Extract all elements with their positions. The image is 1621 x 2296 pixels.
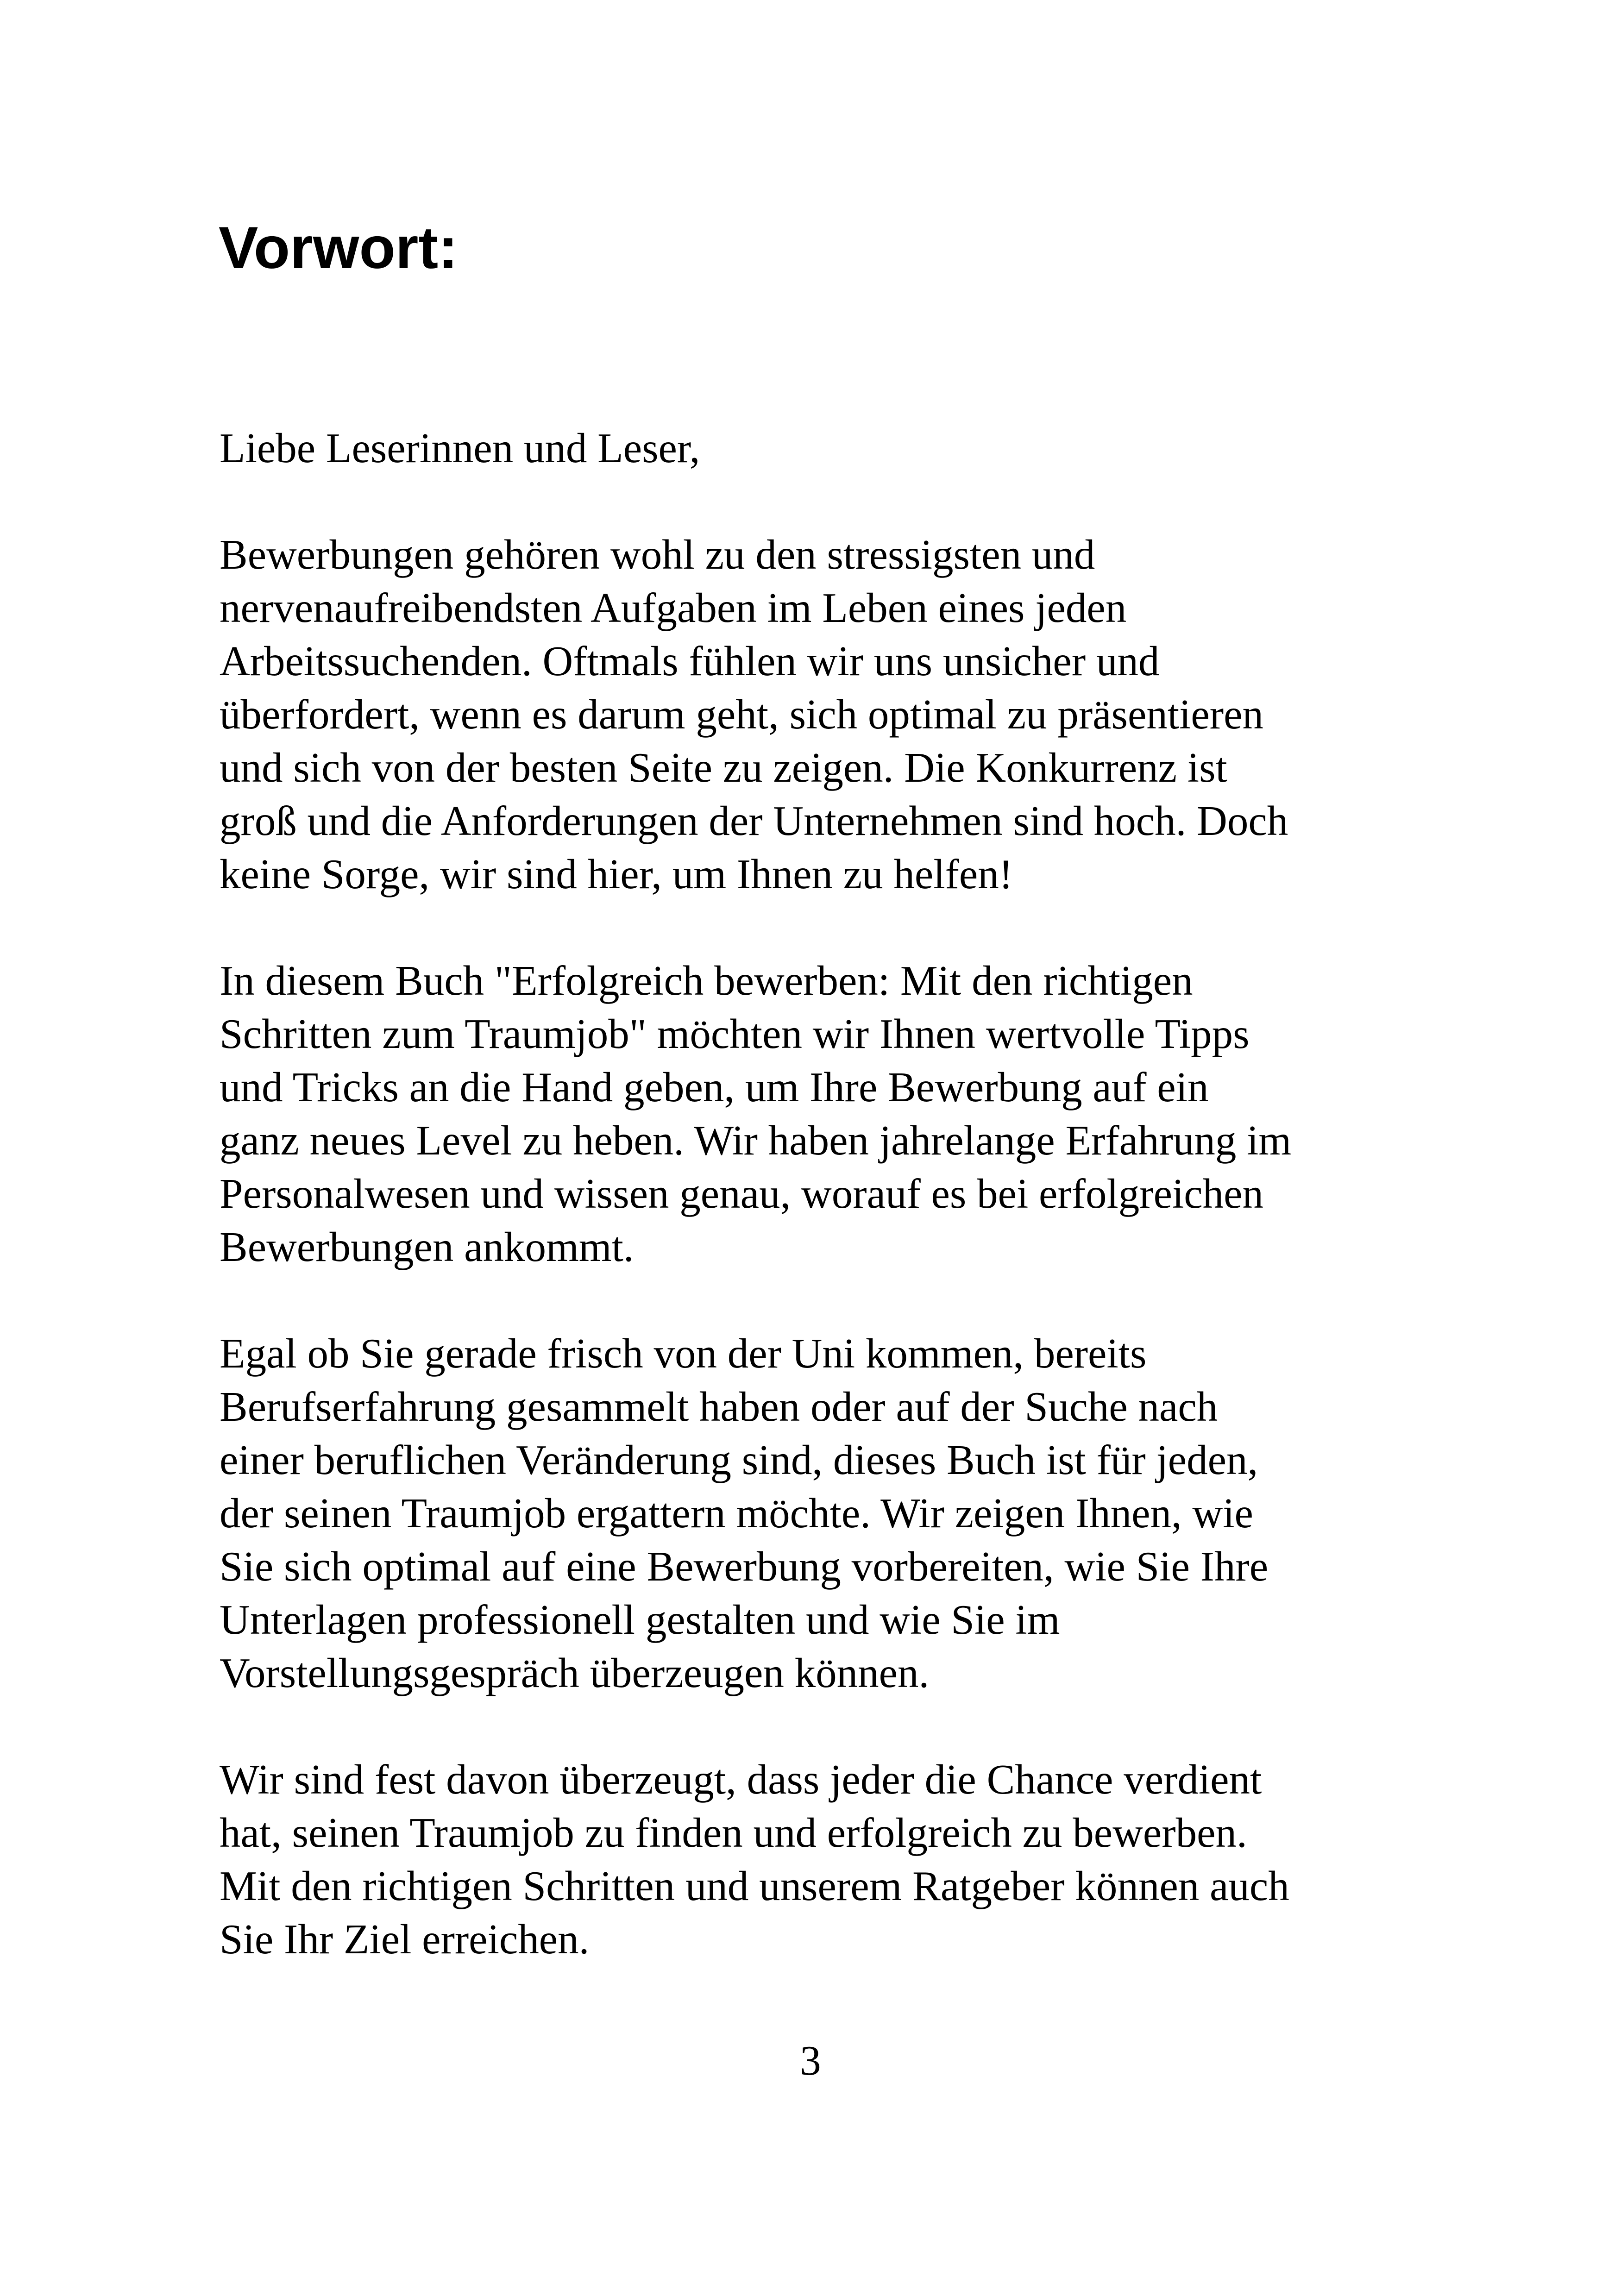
greeting-line: Liebe Leserinnen und Leser, [220, 425, 700, 471]
page-title: Vorwort: [219, 215, 458, 281]
paragraph-line: ganz neues Level zu heben. Wir haben jahrelange Erfahrung im [220, 1117, 1292, 1164]
paragraph-line: und sich von der besten Seite zu zeigen. Die Konkurrenz ist [220, 744, 1227, 791]
paragraph-line: Personalwesen und wissen genau, worauf es bei erfolgreichen [220, 1170, 1264, 1217]
paragraph-line: Arbeitssuchenden. Oftmals fühlen wir uns unsicher und [220, 638, 1160, 684]
paragraph-line: Unterlagen professionell gestalten und wie Sie im [220, 1596, 1060, 1643]
paragraph-3 [220, 1327, 1433, 1700]
paragraph-line: der seinen Traumjob ergattern möchte. Wir zeigen Ihnen, wie [220, 1490, 1253, 1537]
paragraph-line: Bewerbungen ankommt. [220, 1223, 634, 1270]
paragraph-line: und Tricks an die Hand geben, um Ihre Bewerbung auf ein [220, 1064, 1209, 1110]
paragraph-1 [220, 528, 1433, 901]
paragraph-line: Wir sind fest davon überzeugt, dass jeder die Chance verdient [220, 1756, 1262, 1803]
paragraph-line: nervenaufreibendsten Aufgaben im Leben eines jeden [220, 584, 1127, 631]
paragraph-line: Egal ob Sie gerade frisch von der Uni kommen, bereits [220, 1330, 1147, 1377]
paragraph-line: Sie sich optimal auf eine Bewerbung vorbereiten, wie Sie Ihre [220, 1543, 1269, 1590]
paragraph-4 [220, 1753, 1433, 1966]
greeting-paragraph [220, 421, 1433, 475]
body-text [220, 421, 1433, 1966]
paragraph-line: Vorstellungsgespräch überzeugen können. [220, 1650, 930, 1696]
paragraph-line: hat, seinen Traumjob zu finden und erfolgreich zu bewerben. [220, 1809, 1247, 1856]
paragraph-2 [220, 954, 1433, 1273]
paragraph-line: Bewerbungen gehören wohl zu den stressigsten und [220, 531, 1095, 578]
page-number: 3 [800, 2037, 821, 2084]
paragraph-line: keine Sorge, wir sind hier, um Ihnen zu helfen! [220, 851, 1013, 897]
paragraph-line: groß und die Anforderungen der Unternehmen sind hoch. Doch [220, 797, 1288, 844]
paragraph-line: Berufserfahrung gesammelt haben oder auf der Suche nach [220, 1383, 1218, 1430]
paragraph-line: überfordert, wenn es darum geht, sich optimal zu präsentieren [220, 691, 1263, 738]
paragraph-line: Schritten zum Traumjob" möchten wir Ihnen wertvolle Tipps [220, 1010, 1250, 1057]
paragraph-line: Mit den richtigen Schritten und unserem Ratgeber können auch [220, 1863, 1289, 1909]
paragraph-line: In diesem Buch "Erfolgreich bewerben: Mit den richtigen [220, 957, 1193, 1004]
paragraph-line: Sie Ihr Ziel erreichen. [220, 1916, 590, 1963]
paragraph-line: einer beruflichen Veränderung sind, dieses Buch ist für jeden, [220, 1437, 1258, 1483]
